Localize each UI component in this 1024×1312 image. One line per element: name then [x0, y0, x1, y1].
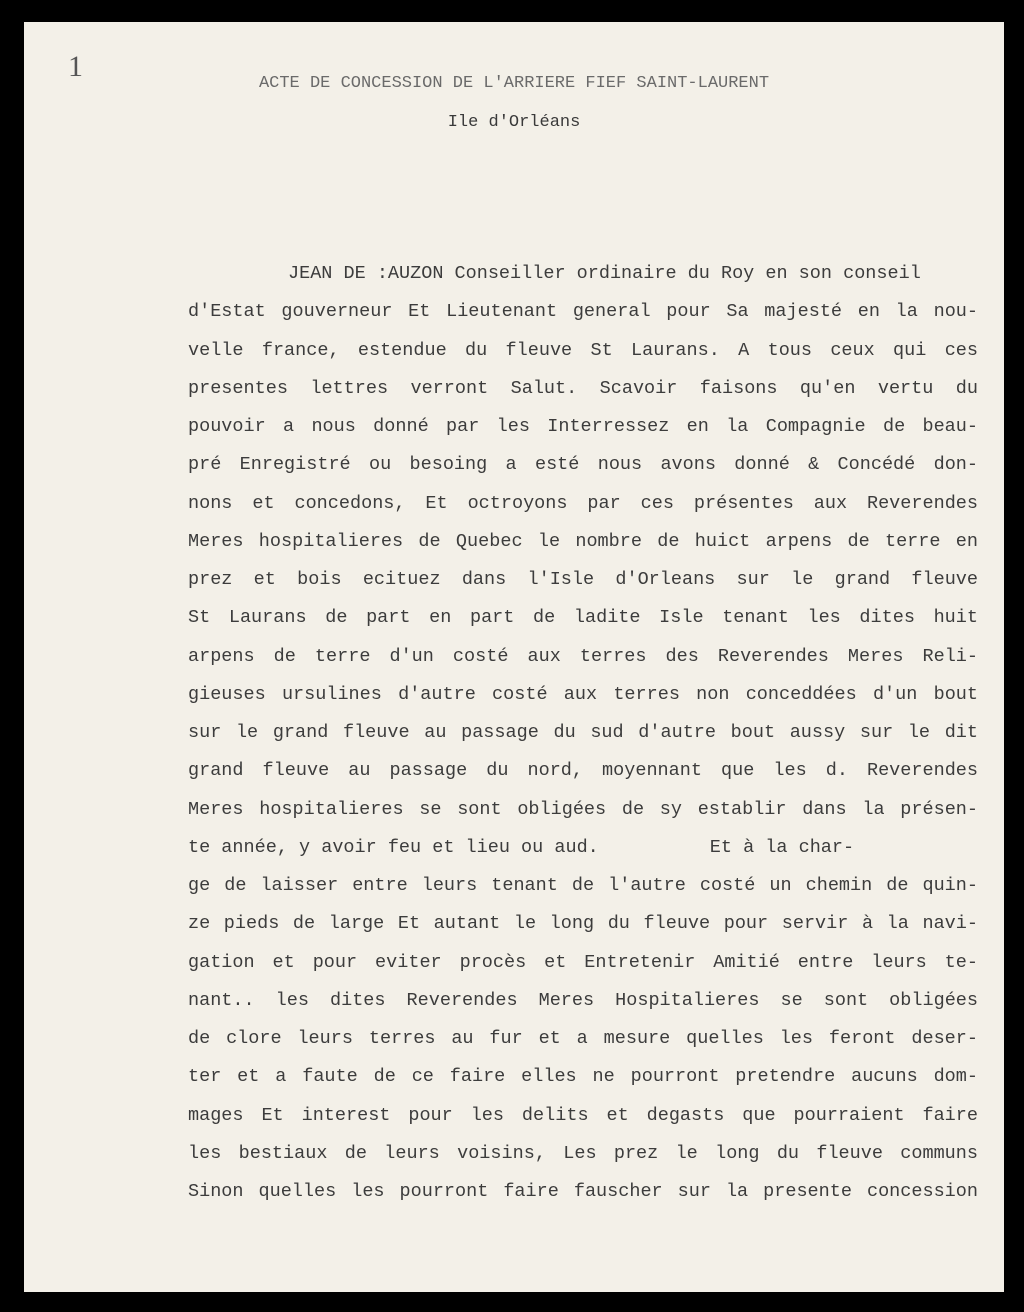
- text-line: les bestiaux de leurs voisins, Les prez le long du fleuve communs: [188, 1142, 978, 1164]
- text-line: Meres hospitalieres de Quebec le nombre de huict arpens de terre en: [188, 530, 978, 552]
- text-line: prez et bois ecituez dans l'Isle d'Orleans sur le grand fleuve: [188, 569, 978, 590]
- text-line: St Laurans de part en part de ladite Isle tenant les dites huit: [188, 607, 978, 629]
- text-line: Meres hospitalieres se sont obligées de sy establir dans la présen-: [188, 798, 978, 820]
- text-line: gation et pour eviter procès et Entretenir Amitié entre leurs te-: [188, 951, 978, 973]
- text-line: velle france, estendue du fleuve St Laurans. A tous ceux qui ces: [188, 339, 978, 361]
- text-line: presentes lettres verront Salut. Scavoir faisons qu'en vertu du: [188, 377, 978, 399]
- text-line: pouvoir a nous donné par les Interressez en la Compagnie de beau-: [188, 416, 978, 437]
- text-line: de clore leurs terres au fur et a mesure quelles les feront deser-: [188, 1028, 978, 1049]
- text-line: d'Estat gouverneur Et Lieutenant general pour Sa majesté en la nou-: [188, 301, 978, 323]
- text-line: te année, y avoir feu et lieu ou aud. Et à la char-: [188, 836, 855, 858]
- text-line: Sinon quelles les pourront faire fauscher sur la presente concession: [188, 1181, 978, 1202]
- document-subtitle: Ile d'Orléans: [447, 113, 581, 132]
- text-line: JEAN DE :AUZON Conseiller ordinaire du Roy en son conseil: [288, 263, 921, 284]
- text-line: gieuses ursulines d'autre costé aux terres non conceddées d'un bout: [188, 683, 978, 705]
- document-page: [24, 22, 1004, 1292]
- document-body: [188, 255, 978, 1211]
- text-line: ge de laisser entre leurs tenant de l'autre costé un chemin de quin-: [188, 875, 978, 896]
- text-line: grand fleuve au passage du nord, moyennant que les d. Reverendes: [188, 760, 978, 782]
- text-line: ter et a faute de ce faire elles ne pourront pretendre aucuns dom-: [188, 1066, 978, 1088]
- text-line: mages Et interest pour les delits et degasts que pourraient faire: [188, 1104, 978, 1126]
- page-number: 1: [68, 50, 83, 83]
- text-line: arpens de terre d'un costé aux terres des Reverendes Meres Reli-: [188, 645, 978, 667]
- text-line: nons et concedons, Et octroyons par ces présentes aux Reverendes: [188, 492, 978, 514]
- document-title: ACTE DE CONCESSION DE L'ARRIERE FIEF SAINT-LAURENT: [258, 74, 770, 93]
- text-line: ze pieds de large Et autant le long du fleuve pour servir à la navi-: [188, 913, 978, 935]
- text-line: pré Enregistré ou besoing a esté nous avons donné & Concédé don-: [188, 454, 978, 476]
- text-line: nant.. les dites Reverendes Meres Hospitalieres se sont obligées: [188, 989, 978, 1011]
- text-line: sur le grand fleuve au passage du sud d'autre bout aussy sur le dit: [188, 722, 978, 743]
